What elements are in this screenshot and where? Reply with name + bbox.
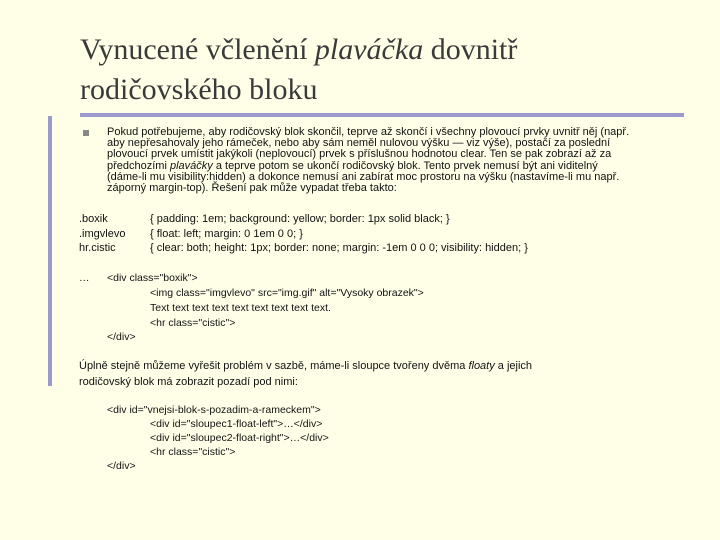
paragraph-line: aby nepřesahovaly jeho rámeček, nebo aby sám neměl nulovou výšku — viz výše), postačí za poslední xyxy=(107,137,611,150)
paragraph-line: záporný margin-top). Řešení pak může vypadat třeba takto: xyxy=(107,182,397,195)
title-underline-rule xyxy=(80,113,684,117)
p2-italic: floaty xyxy=(468,360,495,372)
css-selector-hr-cistic: hr.cistic xyxy=(79,242,116,254)
title-part1: Vynucené včlenění xyxy=(80,33,315,66)
paragraph-line: plovoucí prvek umístit jakýkoli (neplovoucí) prvek s příslušnou hodnotou clear. Ten se pak zobrazí až za xyxy=(107,148,612,161)
code-line: </div> xyxy=(107,460,136,472)
line4-before: předchozími xyxy=(107,159,170,172)
line4-italic: plaváčky xyxy=(169,159,213,172)
code-line: <div class="boxik"> xyxy=(107,272,198,284)
code-line: Text text text text text text text text text. xyxy=(150,302,331,314)
paragraph-line: Pokud potřebujeme, aby rodičovský blok skončil, teprve až skončí i všechny plovoucí prvky uvnitř něj (např. xyxy=(107,126,630,138)
css-declaration-imgvlevo: { float: left; margin: 0 1em 0 0; } xyxy=(150,228,303,240)
code-line: <div id="sloupec2-float-right">…</div> xyxy=(150,432,329,444)
paragraph-line xyxy=(79,358,699,374)
css-declaration-boxik: { padding: 1em; background: yellow; border: 1px solid black; } xyxy=(150,213,450,225)
code-line: <img class="imgvlevo" src="img.gif" alt="Vysoky obrazek"> xyxy=(150,287,424,299)
p2-after: a jejich xyxy=(494,360,533,372)
code-line: </div> xyxy=(107,331,136,343)
code-ellipsis: … xyxy=(79,272,90,284)
code-line: <hr class="cistic"> xyxy=(150,317,236,329)
paragraph-line: rodičovský blok má zobrazit pozadí pod nimi: xyxy=(79,376,298,388)
code-line: <hr class="cistic"> xyxy=(150,446,236,458)
code-line: <div id="sloupec1-float-left">…</div> xyxy=(150,418,323,430)
code-line: <div id="vnejsi-blok-s-pozadim-a-rameckem"> xyxy=(107,404,321,416)
title-italic: plaváčka xyxy=(314,33,424,66)
paragraph-two xyxy=(79,358,699,390)
css-selector-imgvlevo: .imgvlevo xyxy=(79,228,126,240)
slide-title xyxy=(80,30,680,110)
css-selector-boxik: .boxik xyxy=(79,213,108,225)
p2-before: Úplně stejně můžeme vyřešit problém v sazbě, máme-li sloupce tvořeny dvěma xyxy=(79,360,469,372)
css-declaration-hr-cistic: { clear: both; height: 1px; border: none; margin: -1em 0 0 0; visibility: hidden; } xyxy=(150,242,528,254)
title-part2: dovnitř rodičovského bloku xyxy=(80,33,518,106)
paragraph-line: (dáme-li mu visibility:hidden) a dokonce nemusí ani zabírat moc prostoru na výšku (nastavíme-li mu např. xyxy=(107,170,620,183)
square-bullet-icon xyxy=(83,130,89,136)
line4-after: a teprve potom se ukončí rodičovský blok. Tento prvek nemusí být ani viditelný xyxy=(212,159,598,172)
bullet-paragraph xyxy=(107,127,697,194)
left-accent-stripe xyxy=(48,116,52,386)
